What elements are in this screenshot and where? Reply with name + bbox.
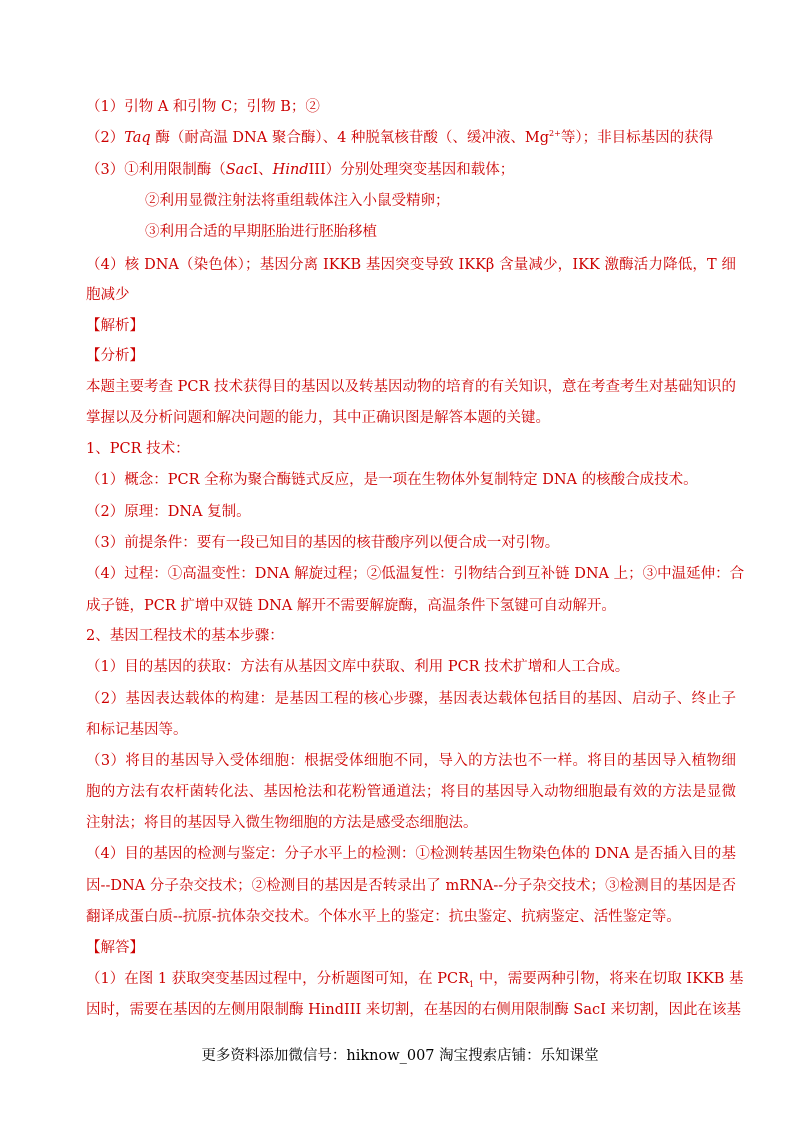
answer-line-2-prefix: （2） — [86, 130, 125, 146]
answer-line-3 — [86, 160, 736, 180]
pcr-subscript: 1 — [469, 979, 475, 989]
answer-line-1: （1）引物 A 和引物 C；引物 B；② — [86, 99, 320, 115]
answer-line-6: （4）核 DNA（染色体）；基因分离 IKKB 基因突变导致 IKKβ 含量减少，IKK 激酶活力降低，T 细 — [86, 257, 736, 273]
hind-term: Hind — [272, 162, 309, 178]
page-footer: 更多资料添加微信号：hiknow_007 淘宝搜索店铺：乐知课堂 — [201, 1048, 599, 1064]
answer-line-3-prefix: （3）①利用限制酶（ — [86, 162, 226, 178]
analysis-para-17: 因--DNA 分子杂交技术；②检测目的基因是否转录出了 mRNA--分子杂交技术；③检测目的基因是否 — [86, 878, 736, 894]
analysis-para-4: （1）概念：PCR 全称为聚合酶链式反应，是一项在生物体外复制特定 DNA 的核酸合成技术。 — [86, 472, 698, 488]
analysis-para-12: 和标记基因等。 — [86, 722, 188, 738]
answer-line-7: 胞减少 — [86, 287, 130, 303]
answer-line-5: ③利用合适的早期胚胎进行胚胎移植 — [145, 224, 377, 240]
solution-line-1-end: 中，需要两种引物，将来在切取 IKKB 基 — [474, 971, 744, 987]
solution-line-1 — [86, 969, 744, 989]
answer-line-2-middle: 酶（耐高温 DNA 聚合酶）、4 种脱氧核苷酸（、缓冲液、Mg — [150, 130, 550, 146]
analysis-para-5: （2）原理：DNA 复制。 — [86, 504, 251, 520]
analysis-para-7: （4）过程：①高温变性：DNA 解旋过程；②低温复性：引物结合到互补链 DNA 上；③中温延伸：合 — [86, 566, 745, 582]
analysis-para-2: 掌握以及分析问题和解决问题的能力，其中正确识图是解答本题的关键。 — [86, 410, 550, 426]
analysis-para-11: （2）基因表达载体的构建：是基因工程的核心步骤，基因表达载体包括目的基因、启动子、终止子 — [86, 691, 736, 707]
solution-line-2: 因时，需要在基因的左侧用限制酶 HindIII 来切割，在基因的右侧用限制酶 SacI 来切割，因此在该基 — [86, 1002, 741, 1018]
analysis-para-6: （3）前提条件：要有一段已知目的基因的核苷酸序列以便合成一对引物。 — [86, 535, 560, 551]
analysis-para-15: 注射法；将目的基因导入微生物细胞的方法是感受态细胞法。 — [86, 815, 478, 831]
answer-line-2-end: 等）；非目标基因的获得 — [560, 130, 714, 146]
analysis-para-14: 胞的方法有农杆菌转化法、基因枪法和花粉管通道法；将目的基因导入动物细胞最有效的方法是显微 — [86, 784, 736, 800]
jiexi-heading: 【解析】 — [86, 318, 144, 334]
answer-line-2 — [86, 128, 736, 148]
analysis-para-8: 成子链，PCR 扩增中双链 DNA 解开不需要解旋酶，高温条件下氢键可自动解开。 — [86, 598, 616, 614]
analysis-para-9: 2、基因工程技术的基本步骤： — [86, 628, 284, 644]
answer-line-3-end: III）分别处理突变基因和载体； — [308, 162, 515, 178]
answer-line-3-sep: I、 — [252, 162, 273, 178]
answer-line-4: ②利用显微注射法将重组载体注入小鼠受精卵； — [145, 193, 450, 209]
solution-line-1-prefix: （1）在图 1 获取突变基因过程中，分析题图可知，在 PCR — [86, 971, 470, 987]
analysis-para-13: （3）将目的基因导入受体细胞：根据受体细胞不同，导入的方法也不一样。将目的基因导入植物细 — [86, 753, 736, 769]
analysis-para-3: 1、PCR 技术： — [86, 441, 190, 457]
analysis-para-1: 本题主要考查 PCR 技术获得目的基因以及转基因动物的培育的有关知识，意在考查考生对基础知识的 — [86, 379, 736, 395]
mg-superscript: 2+ — [549, 129, 561, 139]
analysis-para-16: （4）目的基因的检测与鉴定：分子水平上的检测：①检测转基因生物染色体的 DNA 是否插入目的基 — [86, 846, 736, 862]
fenxi-heading: 【分析】 — [86, 348, 144, 364]
taq-term: Taq — [124, 130, 151, 146]
jieda-heading: 【解答】 — [86, 940, 144, 956]
analysis-para-18: 翻译成蛋白质--抗原-抗体杂交技术。个体水平上的鉴定：抗虫鉴定、抗病鉴定、活性鉴定等。 — [86, 909, 681, 925]
analysis-para-10: （1）目的基因的获取：方法有从基因文库中获取、利用 PCR 技术扩增和人工合成。 — [86, 659, 630, 675]
sac-term: Sac — [225, 162, 253, 178]
